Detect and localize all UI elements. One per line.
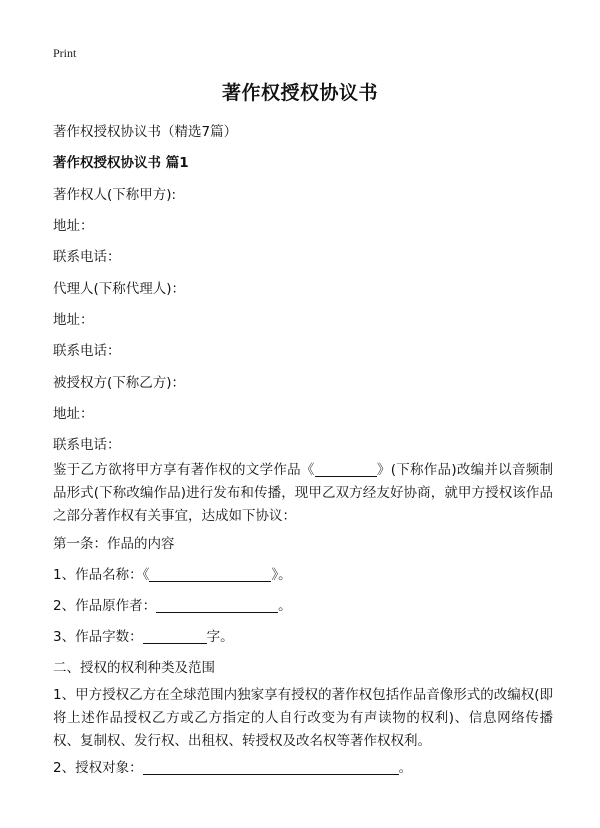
- grantee-line: [53, 756, 412, 776]
- party-a-phone: 联系电话：: [53, 249, 121, 265]
- party-a-address: 地址：: [53, 218, 94, 234]
- agent-label: 代理人(下称代理人)：: [53, 281, 186, 297]
- page-title: 著作权授权协议书: [221, 82, 378, 104]
- work-name-blank: [149, 567, 271, 582]
- work-name-prefix: 1、作品名称：《: [53, 567, 150, 583]
- work-title-blank: [315, 462, 377, 477]
- work-name-line: [53, 563, 292, 583]
- word-count-prefix: 3、作品字数：: [53, 629, 143, 645]
- party-b-address: 地址：: [53, 406, 94, 422]
- intro-text-start: 鉴于乙方欲将甲方享有著作权的文学作品《: [53, 462, 315, 478]
- intro-paragraph: [53, 459, 553, 528]
- article2-heading: 二、授权的权利种类及范围: [53, 660, 215, 676]
- word-count-blank: [143, 629, 207, 644]
- intro-text-end: 》(下称作品)改编并以音频制品形式(下称改编作品)进行发布和传播，现甲乙双方经友好协商，就甲方授权该作品之部分著作权有关事宜，达成如下协议：: [53, 462, 553, 524]
- article1-heading: 第一条：作品的内容: [53, 536, 175, 552]
- work-name-suffix: 》。: [271, 567, 292, 583]
- word-count-line: [53, 625, 234, 645]
- agent-address: 地址：: [53, 312, 94, 328]
- section-heading: 著作权授权协议书 篇1: [53, 155, 189, 171]
- word-count-suffix: 字。: [206, 629, 234, 645]
- party-a-label: 著作权人(下称甲方):: [53, 187, 177, 203]
- party-b-phone: 联系电话：: [53, 437, 121, 453]
- grantee-suffix: 。: [398, 760, 413, 776]
- author-suffix: 。: [278, 598, 292, 614]
- author-line: [53, 594, 292, 614]
- document-subtitle: 著作权授权协议书（精选7篇）: [53, 124, 238, 140]
- author-blank: [156, 598, 278, 613]
- article2-paragraph: 1、甲方授权乙方在全球范围内独家享有授权的著作权包括作品音像形式的改编权(即将上述作品授权乙方或乙方指定的人自行改变为有声读物的权利)、信息网络传播权、复制权、发行权、出租权、转授权及改名权等著作权权利。: [53, 687, 553, 749]
- grantee-blank: [143, 760, 399, 775]
- print-link[interactable]: Print: [53, 46, 77, 60]
- party-b-label: 被授权方(下称乙方)：: [53, 375, 186, 391]
- grantee-prefix: 2、授权对象：: [53, 760, 143, 776]
- author-prefix: 2、作品原作者：: [53, 598, 157, 614]
- agent-phone: 联系电话：: [53, 343, 121, 359]
